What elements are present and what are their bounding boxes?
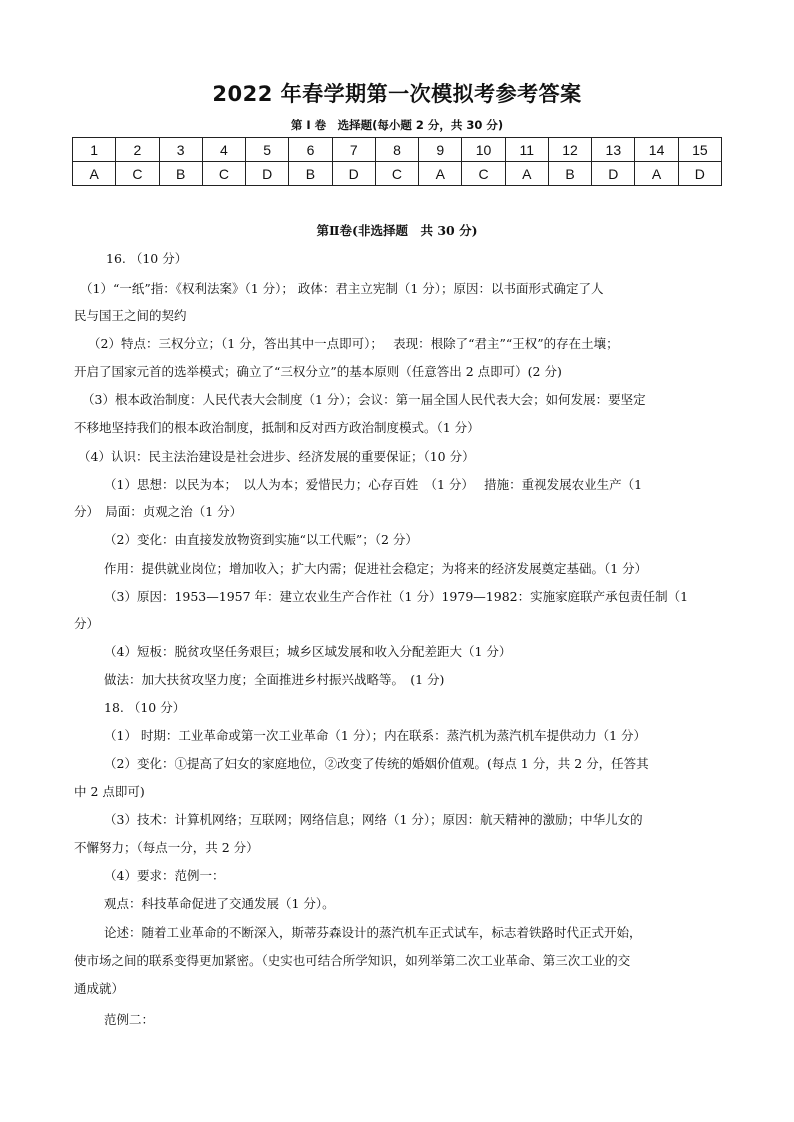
answer-line: （1）思想：以民为本； 以人为本；爱惜民力；心存百姓 （1 分） 措施：重视发展农业生产（1 (104, 477, 643, 492)
question-number: 15 (678, 138, 721, 162)
answer-line: （3）原因：1953—1957 年：建立农业生产合作社（1 分）1979—1982：实施家庭联产承包责任制（1 (104, 589, 689, 604)
answer-line: （4）短板：脱贫攻坚任务艰巨；城乡区域发展和收入分配差距大（1 分） (104, 644, 512, 659)
question-number: 1 (73, 138, 116, 162)
answer-line: 开启了国家元首的选举模式；确立了“三权分立”的基本原则（任意答出 2 点即可）(2 分) (74, 364, 562, 379)
answer-line: 不移地坚持我们的根本政治制度，抵制和反对西方政治制度模式。（1 分） (74, 420, 480, 435)
answer-cell: C (202, 162, 245, 186)
answer-line: 民与国王之间的契约 (74, 308, 187, 323)
answer-line: 做法：加大扶贫攻坚力度；全面推进乡村振兴战略等。 (1 分) (104, 672, 445, 687)
answer-line: （1） 时期：工业革命或第一次工业革命（1 分）；内在联系：蒸汽机为蒸汽机车提供动力（1 分） (104, 728, 647, 743)
answer-line: （2）变化：由直接发放物资到实施“以工代赈”；（2 分） (104, 532, 418, 547)
answer-line: （2）变化：①提高了妇女的家庭地位，②改变了传统的婚姻价值观。(每点 1 分，共 2 分，任答其 (104, 756, 649, 771)
answer-line: 中 2 点即可) (74, 784, 145, 799)
answer-line: （3）根本政治制度：人民代表大会制度（1 分）；会议：第一届全国人民代表大会；如何发展：要坚定 (82, 392, 646, 407)
question-number: 7 (332, 138, 375, 162)
answer-cell: A (419, 162, 462, 186)
question-number: 2 (116, 138, 159, 162)
answer-cell: C (375, 162, 418, 186)
answer-line: 观点：科技革命促进了交通发展（1 分）。 (104, 896, 335, 911)
answer-cell: D (332, 162, 375, 186)
answer-cell: B (289, 162, 332, 186)
answer-line: 不懈努力；（每点一分，共 2 分） (74, 840, 259, 855)
answer-line: 通成就） (74, 981, 125, 996)
answer-cell: D (592, 162, 635, 186)
question-number: 13 (592, 138, 635, 162)
question-number: 3 (159, 138, 202, 162)
answer-cell: A (635, 162, 678, 186)
answer-cell: D (246, 162, 289, 186)
answer-cell: B (159, 162, 202, 186)
section-2-heading: 第Ⅱ卷(非选择题 共 30 分) (316, 223, 478, 238)
answer-line: （2）特点：三权分立；（1 分，答出其中一点即可）； 表现：根除了“君主”“王权”的存在土壤； (88, 336, 619, 351)
question-18-heading: 18. （10 分） (104, 700, 186, 715)
answer-cell: B (548, 162, 591, 186)
answer-row (73, 162, 722, 186)
question-number: 9 (419, 138, 462, 162)
page-title: 2022 年春学期第一次模拟考参考答案 (212, 82, 582, 106)
answer-line: 使市场之间的联系变得更加紧密。（史实也可结合所学知识，如列举第二次工业革命、第三次工业的交 (74, 953, 631, 968)
answer-line: 分） (74, 616, 100, 631)
answer-line: 分） 局面：贞观之治（1 分） (74, 504, 243, 519)
question-number: 5 (246, 138, 289, 162)
answer-line: 作用：提供就业岗位；增加收入；扩大内需；促进社会稳定；为将来的经济发展奠定基础。（1 分） (104, 561, 648, 576)
answer-cell: D (678, 162, 721, 186)
answer-cell: C (116, 162, 159, 186)
question-number: 8 (375, 138, 418, 162)
answer-line: （1）“一纸”指：《权利法案》（1 分）； 政体：君主立宪制（1 分）；原因：以书面形式确定了人 (80, 281, 604, 296)
question-number: 14 (635, 138, 678, 162)
question-number: 6 (289, 138, 332, 162)
answer-cell: C (462, 162, 505, 186)
answer-cell: A (505, 162, 548, 186)
question-17-heading: （4）认识：民主法治建设是社会进步、经济发展的重要保证；（10 分） (78, 449, 475, 464)
answer-cell: A (73, 162, 116, 186)
question-number: 12 (548, 138, 591, 162)
answer-line: 论述：随着工业革命的不断深入，斯蒂芬森设计的蒸汽机车正式试车，标志着铁路时代正式开始， (104, 925, 642, 940)
answer-line: 范例二： (104, 1012, 155, 1027)
question-16-heading: 16. （10 分） (106, 251, 188, 266)
question-number: 11 (505, 138, 548, 162)
question-number: 4 (202, 138, 245, 162)
question-number-row (73, 138, 722, 162)
section-1-heading: 第 Ⅰ 卷 选择题(每小题 2 分，共 30 分) (290, 118, 504, 132)
answer-line: （4）要求：范例一： (104, 868, 225, 883)
answer-line: （3）技术：计算机网络；互联网；网络信息；网络（1 分）；原因：航天精神的激励；中华儿女的 (104, 812, 643, 827)
answer-table (72, 137, 722, 186)
question-number: 10 (462, 138, 505, 162)
